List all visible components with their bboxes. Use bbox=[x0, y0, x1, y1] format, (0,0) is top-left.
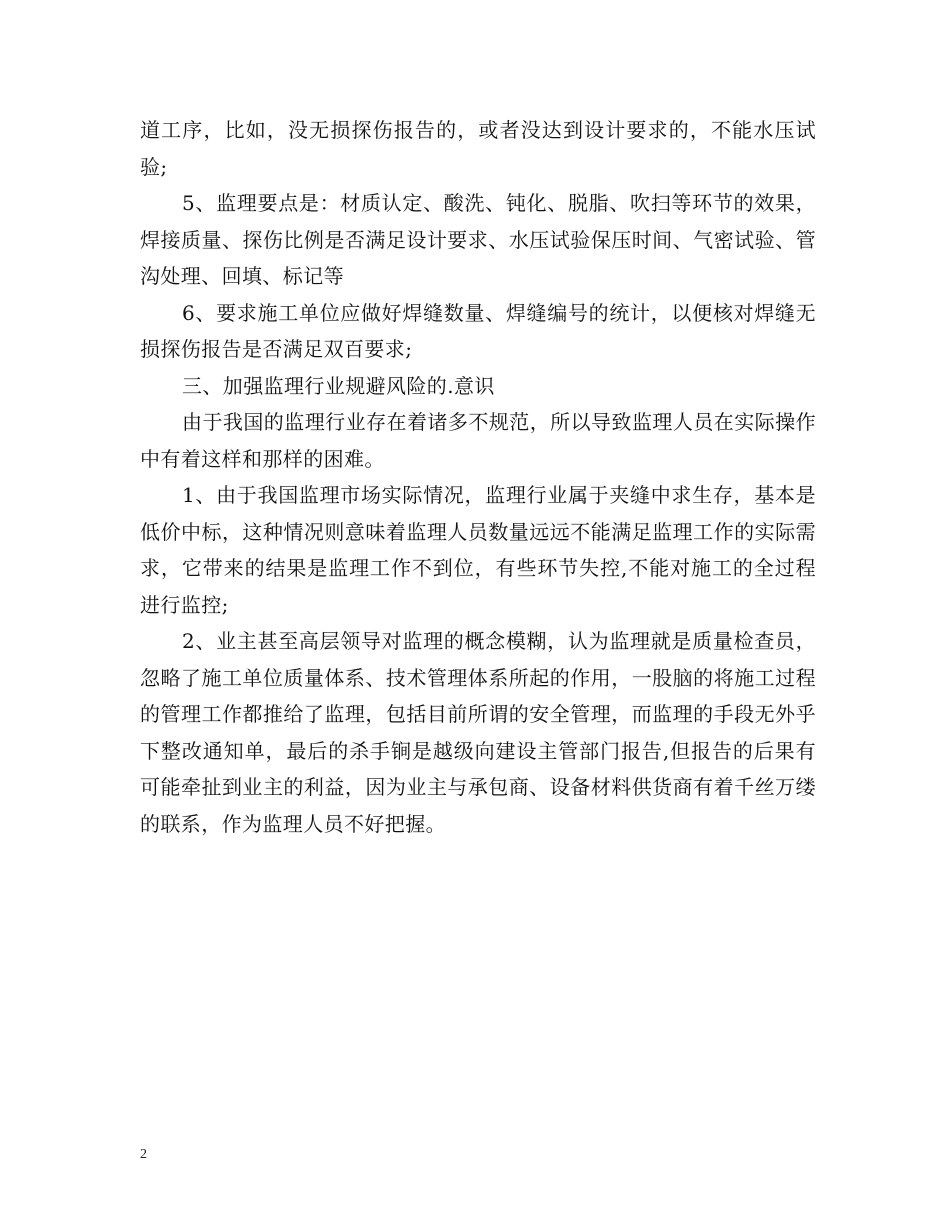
paragraph-item-5: 5、监理要点是：材质认定、酸洗、钝化、脱脂、吹扫等环节的效果，焊接质量、探伤比例是否满足设计要求、水压试验保压时间、气密试验、管沟处理、回填、标记等 bbox=[140, 191, 816, 288]
paragraph-item-2: 2、业主甚至高层领导对监理的概念模糊，认为监理就是质量检查员，忽略了施工单位质量体系、技术管理体系所起的作用，一股脑的将施工过程的管理工作都推给了监理，包括目前所谓的安全管理，而监理的手段无外乎下整改通知单，最后的杀手锏是越级向建设主管部门报告,但报告的后果有可能牵扯到业主的利益，因为业主与承包商、设备材料供货商有着千丝万缕的联系，作为监理人员不好把握。 bbox=[140, 629, 816, 836]
paragraph-continuation: 道工序，比如，没无损探伤报告的，或者没达到设计要求的，不能水压试验; bbox=[140, 118, 816, 179]
body-text bbox=[140, 112, 816, 842]
paragraph-section-intro: 由于我国的监理行业存在着诸多不规范，所以导致监理人员在实际操作中有着这样和那样的困难。 bbox=[140, 410, 816, 471]
section-heading-3: 三、加强监理行业规避风险的.意识 bbox=[182, 373, 495, 398]
page-number: 2 bbox=[140, 1147, 147, 1162]
paragraph-item-6: 6、要求施工单位应做好焊缝数量、焊缝编号的统计，以便核对焊缝无损探伤报告是否满足双百要求; bbox=[140, 300, 816, 361]
paragraph-item-1: 1、由于我国监理市场实际情况，监理行业属于夹缝中求生存，基本是低价中标，这种情况则意味着监理人员数量远远不能满足监理工作的实际需求，它带来的结果是监理工作不到位，有些环节失控,不能对施工的全过程进行监控; bbox=[140, 483, 816, 617]
